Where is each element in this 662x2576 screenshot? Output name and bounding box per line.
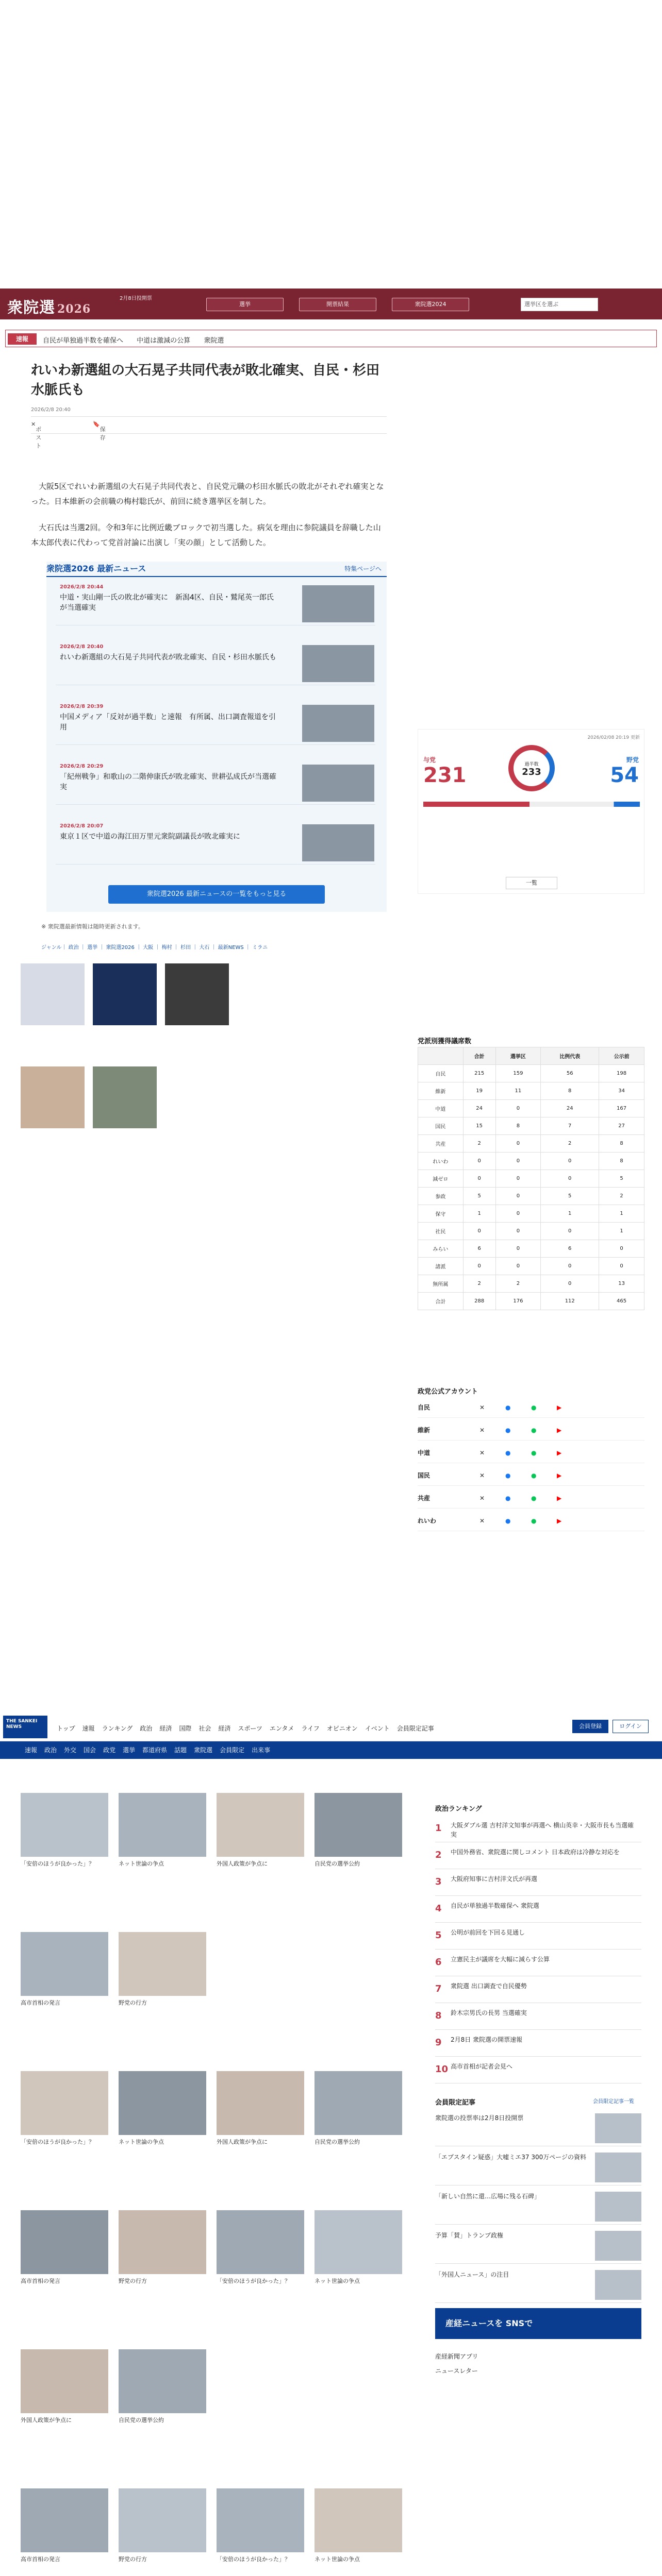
youtube-icon[interactable]: ▶ [557, 1404, 562, 1411]
party-cell: 2 [463, 1275, 495, 1293]
subnav-link[interactable]: 衆院選 [194, 1747, 213, 1754]
seat-more-button[interactable]: 一覧 [506, 877, 557, 889]
subnav-link[interactable]: 会員限定 [220, 1747, 245, 1754]
party-cell: 27 [599, 1117, 644, 1135]
gallery-caption[interactable]: 野党の行方 [119, 2556, 147, 2563]
party-cell: 0 [463, 1170, 495, 1188]
party-cell: 5 [463, 1188, 495, 1205]
update-note: ※ 衆院選最新情報は随時更新されます。 [41, 923, 144, 930]
party-row [418, 1082, 644, 1100]
subnav-link[interactable]: 外交 [64, 1747, 77, 1754]
party-account-row[interactable]: 自民 ✕ ● ● ▶ [418, 1397, 644, 1418]
app-link[interactable]: 産経新聞アプリ [435, 2353, 478, 2360]
party-cell: 6 [541, 1240, 599, 1258]
news-time: 2026/2/8 20:29 [60, 764, 104, 769]
news-item[interactable] [56, 761, 375, 805]
facebook-icon[interactable]: ● [505, 1449, 511, 1456]
party-cell: 112 [541, 1293, 599, 1310]
article-title: れいわ新選組の大石晃子共同代表が敗北確実、自民・杉田水脈氏も [31, 363, 380, 398]
party-table-header: 公示前 [599, 1047, 644, 1065]
news-headline[interactable]: 中国メディア「反対が過半数」と速報 有所属、出口調査報道を引用 [60, 713, 276, 732]
gallery-caption[interactable]: 「安倍のほうが良かった」？ [217, 2556, 290, 2563]
nav-link[interactable]: オピニオン [326, 1725, 358, 1732]
party-cell: 215 [463, 1065, 495, 1082]
latest-news-box [46, 562, 387, 912]
ranking-item[interactable]: 5 公明が前回を下回る見通し [435, 1926, 641, 1950]
election-banner [0, 289, 662, 319]
nav-link[interactable]: 速報 [82, 1725, 95, 1732]
party-cell: 0 [495, 1223, 541, 1240]
party-row [418, 1275, 644, 1293]
flash-tag: 速報 [8, 333, 37, 345]
party-cell: 中道 [418, 1100, 464, 1117]
gallery-caption[interactable]: 「安倍のほうが良かった」？ [21, 2139, 94, 2145]
party-cell: 合計 [418, 1293, 464, 1310]
party-cell: 15 [463, 1117, 495, 1135]
party-cell: 0 [541, 1258, 599, 1275]
party-cell: 34 [599, 1082, 644, 1100]
ranking-item[interactable]: 7 衆院選 出口調査で自民優勢 [435, 1979, 641, 2003]
party-row [418, 1188, 644, 1205]
party-row [418, 1170, 644, 1188]
gallery-caption[interactable]: 自民党の選挙公約 [315, 1860, 360, 1867]
party-cell: 自民 [418, 1065, 464, 1082]
facebook-icon[interactable]: ● [505, 1404, 511, 1411]
line-icon[interactable]: ● [531, 1449, 537, 1456]
ranking-title: 政治ランキング [435, 1805, 482, 1813]
gallery-caption[interactable]: 自民党の選挙公約 [315, 2139, 360, 2145]
nav-link[interactable]: ランキング [102, 1725, 133, 1732]
share-bar [31, 416, 387, 449]
subnav-link[interactable]: 選挙 [123, 1747, 136, 1754]
gallery-caption[interactable]: ネット世論の争点 [119, 1860, 164, 1867]
party-account-row[interactable]: 維新 ✕ ● ● ▶ [418, 1420, 644, 1440]
member-button[interactable]: 会員登録 [572, 1720, 608, 1733]
news-item[interactable] [56, 821, 375, 865]
nav-link[interactable]: 会員限定記事 [396, 1725, 434, 1732]
party-cell: 6 [463, 1240, 495, 1258]
opposition-seats: 54 [610, 764, 639, 787]
member-article[interactable]: 予算「賛」トランプ政権 [435, 2228, 641, 2264]
x-icon[interactable]: ✕ [479, 1472, 485, 1479]
gallery-caption[interactable]: 野党の行方 [119, 1999, 147, 2006]
party-cell: 0 [599, 1240, 644, 1258]
news-time: 2026/2/8 20:40 [60, 644, 104, 650]
party-cell: れいわ [418, 1153, 464, 1170]
news-headline[interactable]: れいわ新選組の大石晃子共同代表が敗北確実、自民・杉田水脈氏も [60, 653, 276, 662]
line-icon[interactable]: ● [531, 1472, 537, 1479]
party-cell: 0 [463, 1153, 495, 1170]
app-link[interactable]: ニュースレター [435, 2367, 478, 2375]
party-cell: 198 [599, 1065, 644, 1082]
line-icon[interactable]: ● [531, 1517, 537, 1524]
party-table-header: 比例代表 [541, 1047, 599, 1065]
youtube-icon[interactable]: ▶ [557, 1495, 562, 1502]
party-cell: 0 [495, 1188, 541, 1205]
ranking-item[interactable]: 1 大阪ダブル選 吉村洋文知事が再選へ 横山英幸・大阪市長も当選確実 [435, 1819, 641, 1842]
party-cell: 11 [495, 1082, 541, 1100]
party-table-title: 党派別獲得議席数 [418, 1038, 472, 1045]
party-table-header [418, 1047, 464, 1065]
election-dates: 2月8日投開票 [120, 296, 152, 301]
party-cell: 288 [463, 1293, 495, 1310]
party-row [418, 1153, 644, 1170]
facebook-icon[interactable]: ● [505, 1517, 511, 1524]
gallery-caption[interactable]: ネット世論の争点 [315, 2278, 360, 2284]
party-cell: 8 [495, 1117, 541, 1135]
subnav-link[interactable]: 政党 [103, 1747, 116, 1754]
gallery-caption[interactable]: 高市首相の発言 [21, 1999, 60, 2006]
gallery-caption[interactable]: 高市首相の発言 [21, 2556, 60, 2563]
party-table-header: 合計 [463, 1047, 495, 1065]
site-header [0, 1710, 662, 1759]
party-row [418, 1205, 644, 1223]
party-cell: 2 [463, 1135, 495, 1153]
ranking-item[interactable]: 3 大阪府知事に吉村洋文氏が再選 [435, 1872, 641, 1896]
party-row [418, 1135, 644, 1153]
flash-item[interactable]: 衆院選 [204, 337, 224, 345]
members-more-link[interactable]: 会員限定記事一覧 [593, 2099, 634, 2105]
site-subnav [0, 1741, 662, 1759]
banner-nav-results[interactable]: 開票結果 [299, 298, 376, 311]
party-cell: 保守 [418, 1205, 464, 1223]
youtube-icon[interactable]: ▶ [557, 1427, 562, 1434]
ranking-item[interactable]: 8 鈴木宗男氏の長男 当選確実 [435, 2006, 641, 2030]
party-cell: 0 [495, 1135, 541, 1153]
gallery-caption[interactable]: 外国人政策が争点に [217, 1860, 268, 1867]
party-cell: 24 [541, 1100, 599, 1117]
party-cell: 社民 [418, 1223, 464, 1240]
party-cell: 8 [599, 1135, 644, 1153]
ruling-label: 与党 [423, 756, 436, 764]
banner-nav-elections[interactable]: 選挙 [206, 298, 284, 311]
news-headline[interactable]: 中道・実山剛一氏の敗北が確実に 新潟4区、自民・鷲尾英一郎氏が当選確実 [60, 594, 274, 612]
line-icon[interactable]: ● [531, 1495, 537, 1502]
party-cell: 2 [599, 1188, 644, 1205]
majority-label: 過半数 [524, 762, 539, 767]
subnav-link[interactable]: 国会 [84, 1747, 96, 1754]
subnav-link[interactable]: 出来事 [252, 1747, 271, 1754]
updated-time: 2026/02/08 20:19 更新 [587, 735, 640, 740]
party-table [418, 1047, 644, 1310]
party-cell: 0 [541, 1223, 599, 1240]
news-time: 2026/2/8 20:39 [60, 704, 104, 709]
member-thumbnail[interactable] [595, 2192, 641, 2222]
news-item[interactable] [56, 702, 375, 745]
party-cell: 19 [463, 1082, 495, 1100]
youtube-icon[interactable]: ▶ [557, 1472, 562, 1479]
party-cell: 13 [599, 1275, 644, 1293]
party-cell: 0 [495, 1258, 541, 1275]
party-account-row[interactable]: れいわ ✕ ● ● ▶ [418, 1511, 644, 1531]
news-time: 2026/2/8 20:07 [60, 823, 104, 829]
party-cell: 176 [495, 1293, 541, 1310]
election-logo[interactable]: 衆院選 2026 [7, 299, 91, 317]
line-icon[interactable]: ● [531, 1404, 537, 1411]
party-account-row[interactable]: 国民 ✕ ● ● ▶ [418, 1465, 644, 1486]
feature-page-link[interactable]: 特集ページへ [344, 565, 382, 572]
banner-nav-2024[interactable]: 衆院選2024 [392, 298, 469, 311]
party-cell: 1 [599, 1205, 644, 1223]
news-thumbnail[interactable] [302, 585, 374, 622]
flash-news [5, 330, 657, 347]
line-icon[interactable]: ● [531, 1427, 537, 1434]
login-button[interactable]: ログイン [613, 1720, 649, 1733]
news-thumbnail[interactable] [302, 765, 374, 802]
party-cell: 0 [463, 1258, 495, 1275]
site-logo[interactable]: THE SANKEI NEWS [3, 1716, 47, 1738]
gallery-caption[interactable]: ネット世論の争点 [119, 2139, 164, 2145]
gallery-caption[interactable]: 高市首相の発言 [21, 2278, 60, 2284]
nav-link[interactable]: 経済 [159, 1725, 172, 1732]
article-tags[interactable]: ジャンル｜ 政治 ｜ 選挙 ｜ 衆院選2026 ｜ 大阪 ｜ 梅村 ｜ 杉田 ｜ 大石 ｜ 最新NEWS ｜ ミラニ [41, 945, 268, 951]
party-cell: 2 [495, 1275, 541, 1293]
nav-link[interactable]: 社会 [198, 1725, 211, 1732]
subnav-link[interactable]: 政治 [44, 1747, 57, 1754]
x-icon[interactable]: ✕ [479, 1427, 485, 1434]
flash-item[interactable]: 中道は激減の公算 [137, 337, 191, 345]
party-cell: 0 [495, 1153, 541, 1170]
gallery-caption[interactable]: ネット世論の争点 [315, 2556, 360, 2563]
nav-link[interactable]: 経済 [218, 1725, 231, 1732]
more-news-button[interactable]: 衆院選2026 最新ニュースの一覧をもっと見る [108, 885, 325, 904]
party-account-row[interactable]: 中道 ✕ ● ● ▶ [418, 1443, 644, 1463]
party-cell: 0 [541, 1170, 599, 1188]
members-title: 会員限定記事 [435, 2099, 476, 2107]
party-cell: 8 [541, 1082, 599, 1100]
subnav-link[interactable]: 都道府県 [142, 1747, 168, 1754]
member-thumbnail[interactable] [595, 2113, 641, 2143]
share-x-button[interactable]: ✕ ポスト [31, 421, 42, 449]
facebook-icon[interactable]: ● [505, 1495, 511, 1502]
party-cell: 159 [495, 1065, 541, 1082]
party-cell: 維新 [418, 1082, 464, 1100]
party-row [418, 1240, 644, 1258]
news-item[interactable] [56, 582, 375, 625]
news-thumbnail[interactable] [302, 824, 374, 861]
party-cell: 0 [541, 1153, 599, 1170]
member-thumbnail[interactable] [595, 2270, 641, 2300]
party-cell: 0 [495, 1205, 541, 1223]
article-paragraph: 大阪5区でれいわ新選組の大石晃子共同代表と、自民党元職の杉田水脈氏の敗北がそれぞれ確実となった。日本維新の会前職の梅村聡氏が、前回に続き選挙区を制した。 [31, 482, 384, 506]
party-cell: 167 [599, 1100, 644, 1117]
article-paragraph: 大石氏は当選2回。令和3年に比例近畿ブロックで初当選した。病気を理由に参院議員を辞職した山本太郎代表に代わって党首討論に出演し「実の顔」として活動した。 [31, 523, 381, 547]
party-cell: 無所属 [418, 1275, 464, 1293]
youtube-icon[interactable]: ▶ [557, 1517, 562, 1524]
party-cell: 1 [463, 1205, 495, 1223]
news-thumbnail[interactable] [302, 645, 374, 682]
party-cell: 0 [495, 1100, 541, 1117]
app-links [435, 2349, 641, 2378]
party-row [418, 1100, 644, 1117]
gallery-caption[interactable]: 外国人政策が争点に [217, 2139, 268, 2145]
party-cell: 減ゼロ [418, 1170, 464, 1188]
save-button[interactable]: 🔖 保存 [93, 421, 106, 441]
nav-link[interactable]: 国際 [179, 1725, 192, 1732]
party-cell: 56 [541, 1065, 599, 1082]
news-item[interactable] [56, 642, 375, 685]
party-accounts-title: 政党公式アカウント [418, 1388, 478, 1396]
party-cell: 0 [495, 1170, 541, 1188]
ranking-item[interactable]: 10 高市首相が記者会見へ [435, 2060, 641, 2083]
flash-item[interactable]: 自民が単独過半数を確保へ [43, 337, 124, 345]
news-time: 2026/2/8 20:44 [60, 584, 104, 590]
news-thumbnail[interactable] [302, 705, 374, 742]
gallery-caption[interactable]: 外国人政策が争点に [21, 2417, 72, 2424]
x-icon[interactable]: ✕ [479, 1404, 485, 1411]
party-row [418, 1258, 644, 1275]
party-cell: 参政 [418, 1188, 464, 1205]
party-cell: 1 [599, 1223, 644, 1240]
party-table-header: 選挙区 [495, 1047, 541, 1065]
party-cell: 2 [541, 1135, 599, 1153]
x-icon[interactable]: ✕ [479, 1449, 485, 1456]
site-nav-links [57, 1724, 441, 1733]
member-thumbnail[interactable] [595, 2153, 641, 2182]
party-cell: 0 [463, 1223, 495, 1240]
gallery-caption[interactable]: 自民党の選挙公約 [119, 2417, 164, 2424]
district-select[interactable]: 選挙区を選ぶ [521, 298, 598, 311]
gallery-caption[interactable]: 「安倍のほうが良かった」？ [21, 1860, 94, 1867]
party-row [418, 1117, 644, 1135]
member-article[interactable]: 「外国人ニュース」の注目 [435, 2267, 641, 2303]
nav-link[interactable]: スポーツ [238, 1725, 262, 1732]
sns-banner[interactable]: 産経ニュースを SNSで [435, 2308, 641, 2339]
party-account-row[interactable]: 共産 ✕ ● ● ▶ [418, 1488, 644, 1509]
party-cell: 5 [541, 1188, 599, 1205]
party-cell: 0 [495, 1240, 541, 1258]
nav-link[interactable]: ライフ [301, 1725, 320, 1732]
party-cell: 共産 [418, 1135, 464, 1153]
ranking-item[interactable]: 6 立憲民主が議席を大幅に減らす公算 [435, 1953, 641, 1976]
x-icon[interactable]: ✕ [479, 1495, 485, 1502]
party-row [418, 1065, 644, 1082]
party-cell: みらい [418, 1240, 464, 1258]
party-cell: 0 [541, 1275, 599, 1293]
party-cell: 465 [599, 1293, 644, 1310]
party-cell: 7 [541, 1117, 599, 1135]
party-row [418, 1223, 644, 1240]
opposition-label: 野党 [626, 756, 639, 764]
party-cell: 24 [463, 1100, 495, 1117]
party-cell: 国民 [418, 1117, 464, 1135]
member-article[interactable]: 衆院選の投票率は2月8日投開票 [435, 2110, 641, 2146]
party-cell: 諸派 [418, 1258, 464, 1275]
subnav-link[interactable]: 速報 [25, 1747, 38, 1754]
seat-summary [418, 729, 644, 894]
nav-link[interactable]: エンタメ [269, 1725, 294, 1732]
nav-link[interactable]: イベント [365, 1725, 390, 1732]
majority-seats: 233 [522, 767, 541, 777]
party-cell: 0 [599, 1258, 644, 1275]
party-cell: 8 [599, 1153, 644, 1170]
party-cell: 1 [541, 1205, 599, 1223]
facebook-icon[interactable]: ● [505, 1472, 511, 1479]
member-thumbnail[interactable] [595, 2231, 641, 2261]
news-headline[interactable]: 「紀州戦争」和歌山の二階伸康氏が敗北確実、世耕弘成氏が当選確実 [60, 773, 276, 791]
nav-link[interactable]: トップ [57, 1725, 75, 1732]
party-cell: 5 [599, 1170, 644, 1188]
x-icon[interactable]: ✕ [479, 1517, 485, 1524]
party-row [418, 1293, 644, 1310]
latest-news-title: 衆院選2026 最新ニュース [46, 564, 146, 573]
ruling-seats: 231 [423, 764, 467, 787]
member-article[interactable]: 「新しい自然に還…広場に残る石碑」 [435, 2189, 641, 2225]
nav-link[interactable]: 政治 [140, 1725, 153, 1732]
ranking-item[interactable]: 9 2月8日 衆院選の開票速報 [435, 2033, 641, 2057]
gallery-caption[interactable]: 「安倍のほうが良かった」？ [217, 2278, 290, 2284]
news-headline[interactable]: 東京１区で中道の海江田万里元衆院副議長が敗北確実に [60, 833, 240, 841]
ranking-item[interactable]: 2 中国外務省、衆院選に関しコメント 日本政府は冷静な対応を [435, 1845, 641, 1869]
subnav-link[interactable]: 話題 [174, 1747, 187, 1754]
seat-bar [423, 802, 640, 807]
article-date: 2026/2/8 20:40 [31, 407, 71, 413]
youtube-icon[interactable]: ▶ [557, 1449, 562, 1456]
member-article[interactable]: 「エプスタイン疑惑」大嘘ミエ37 300万ページの資料 [435, 2149, 641, 2185]
ranking-item[interactable]: 4 自民が単独過半数確保へ 衆院選 [435, 1899, 641, 1923]
facebook-icon[interactable]: ● [505, 1427, 511, 1434]
gallery-caption[interactable]: 野党の行方 [119, 2278, 147, 2284]
